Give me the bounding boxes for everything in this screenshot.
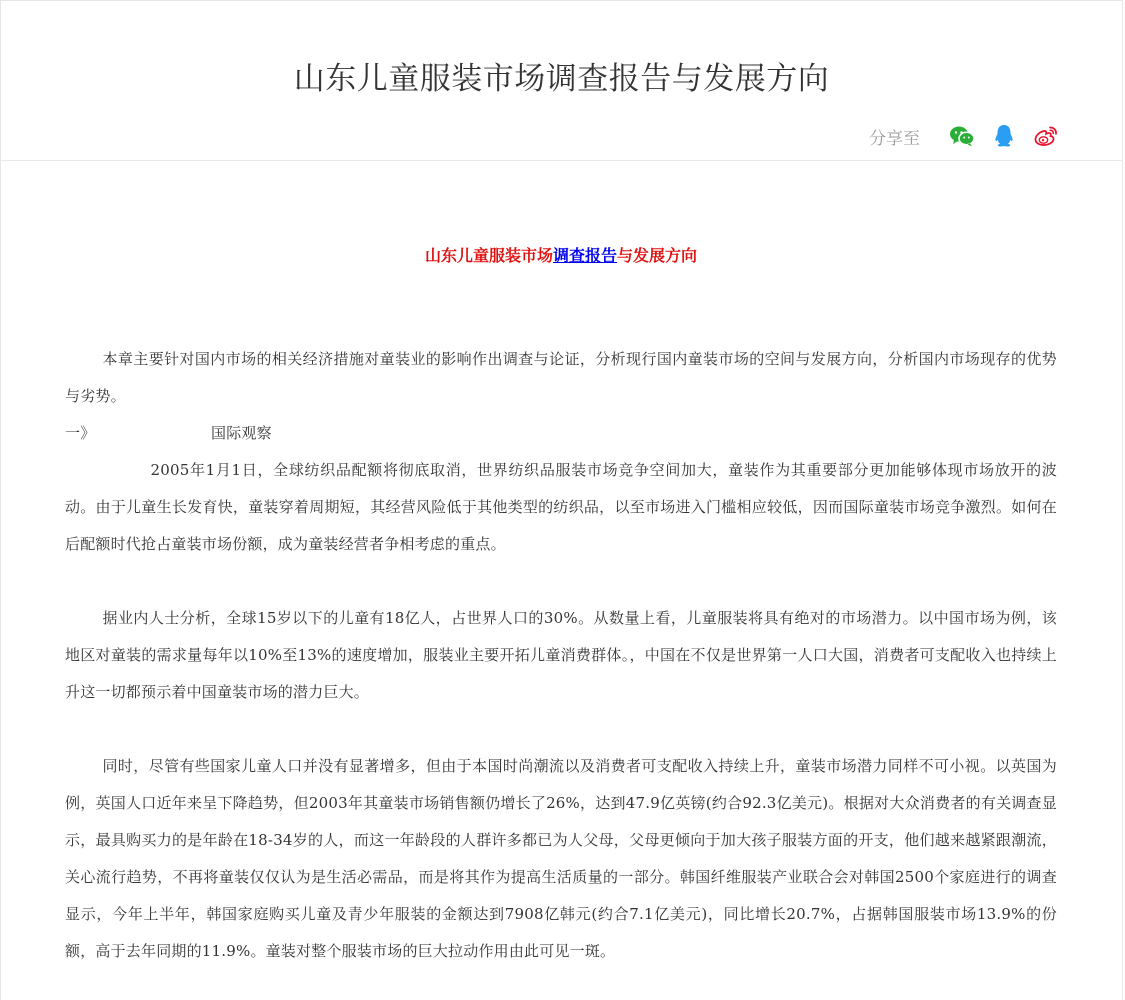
paragraph-1: 2005年1月1日，全球纺织品配额将彻底取消，世界纺织品服装市场竞争空间加大，童装作为其重要部分更加能够体现市场放开的波动。由于儿童生长发育快，童装穿着周期短，其经营风险低于其他类型的纺织品，以至市场进入门槛相应较低，因而国际童装市场竞争激烈。如何在后配额时代抢占童装市场份额，成为童装经营者争相考虑的重点。: [65, 461, 1057, 553]
qq-icon[interactable]: [990, 122, 1018, 150]
page-header: [1, 1, 1122, 161]
weibo-icon[interactable]: [1032, 122, 1060, 150]
paragraph-3: 同时，尽管有些国家儿童人口并没有显著增多，但由于本国时尚潮流以及消费者可支配收入持续上升，童装市场潜力同样不可小视。以英国为例，英国人口近年来呈下降趋势，但2003年其童装市场销售额仍增长了26%，达到47.9亿英镑(约合92.3亿美元)。根据对大众消费者的有关调查显示，最具购买力的是年龄在18-34岁的人，而这一年龄段的人群许多都已为人父母，父母更倾向于加大孩子服装方面的开支，他们越来越紧跟潮流，关心流行趋势，不再将童装仅仅认为是生活必需品，而是将其作为提高生活质量的一部分。韩国纤维服装产业联合会对韩国2500个家庭进行的调查显示，今年上半年，韩国家庭购买儿童及青少年服装的金额达到7908亿韩元(约合7.1亿美元)，同比增长20.7%，占据韩国服装市场13.9%的份额，高于去年同期的11.9%。童装对整个服装市场的巨大拉动作用由此可见一斑。: [65, 757, 1057, 960]
wechat-icon[interactable]: [948, 122, 976, 150]
paragraph-gap: [65, 563, 1057, 600]
report-link[interactable]: 调查报告: [552, 246, 617, 265]
share-label: 分享至: [869, 128, 920, 149]
section-title: 国际观察: [211, 424, 272, 442]
section-heading: [65, 415, 1057, 452]
share-bar: [869, 122, 1060, 150]
paragraph-2: 据业内人士分析，全球15岁以下的儿童有18亿人，占世界人口的30%。从数量上看，儿童服装将具有绝对的市场潜力。以中国市场为例，该地区对童装的需求量每年以10%至13%的速度增加，服装业主要开拓儿童消费群体。，中国在不仅是世界第一人口大国，消费者可支配收入也持续上升这一切都预示着中国童装市场的潜力巨大。: [65, 609, 1057, 701]
article-heading: [65, 241, 1057, 271]
intro-paragraph: 本章主要针对国内市场的相关经济措施对童装业的影响作出调查与论证，分析现行国内童装市场的空间与发展方向，分析国内市场现存的优势与劣势。: [65, 350, 1057, 405]
section-number: 一》: [65, 424, 96, 442]
article-content: [65, 241, 1057, 970]
paragraph-gap: [65, 711, 1057, 748]
article-heading-post: 与发展方向: [617, 246, 698, 265]
page-title: 山东儿童服装市场调查报告与发展方向: [293, 61, 830, 97]
article-body: [65, 341, 1057, 970]
article-heading-pre: 山东儿童服装市场: [424, 246, 553, 265]
